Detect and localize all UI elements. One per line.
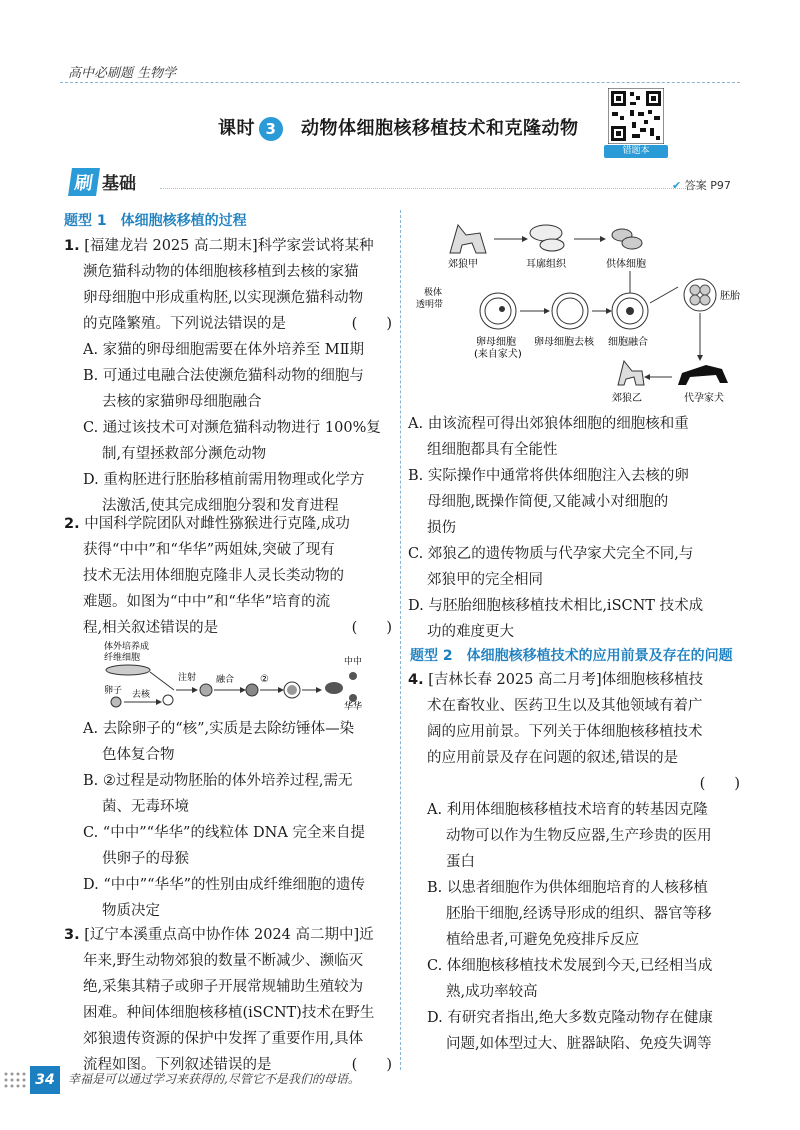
question-text: 郊狼遗传资源的保护中发挥了重要作用,具体: [83, 1031, 364, 1047]
embryo-icon: [684, 279, 716, 311]
reconstructed-cell: [200, 684, 212, 696]
type-2-label: 题型 2: [410, 648, 453, 664]
qr-code-icon[interactable]: [608, 88, 664, 144]
monkey-hh-icon: [349, 694, 357, 702]
zona-label: 透明带: [416, 300, 444, 310]
inject-path: [150, 672, 174, 690]
ear-tissue-label: 耳廓组织: [526, 259, 566, 270]
question-3: [64, 922, 392, 1078]
option-b-cont: 去核的家猫卵母细胞融合: [102, 394, 262, 410]
lesson-prefix: 课时: [218, 118, 255, 139]
ear-tissue-icon: [530, 225, 562, 241]
question-number: 4.: [408, 672, 424, 688]
option-d[interactable]: D. 有研究者指出,绝大多数克隆动物存在健康: [427, 1010, 713, 1026]
question-type-1-heading: [64, 210, 247, 230]
option-c-cont: 供卵子的母猴: [102, 851, 189, 867]
arrowhead-4: [278, 687, 284, 693]
fibroblast-label: 体外培养成: [104, 642, 150, 652]
option-c-cont: 制,有望拯救部分濒危动物: [102, 446, 267, 462]
question-3-options: [408, 411, 740, 645]
option-b-cont: 植给患者,可避免免疫排斥反应: [446, 932, 640, 948]
brush-badge: 刷: [68, 168, 100, 196]
option-d-cont: 功的难度更大: [427, 624, 514, 640]
page-number: 34: [30, 1066, 60, 1094]
answer-ref-text: 答案 P97: [684, 179, 731, 192]
option-c-cont: 郊狼甲的完全相同: [427, 572, 543, 588]
question-text: 难题。如图为“中中”和“华华”培育的流: [83, 594, 331, 610]
embryo-cell: [700, 295, 710, 305]
zhongzhong-label: 中中: [344, 657, 363, 667]
donor-cell-label: 供体细胞: [606, 259, 646, 270]
oocyte-label: 卵母细胞: [476, 337, 516, 348]
coyote-b-label: 郊狼乙: [612, 393, 642, 404]
arrowhead-coyote-b: [644, 374, 650, 380]
question-text: 技术无法用体细胞克隆非人灵长类动物的: [83, 568, 344, 584]
enucleation-label: 卵母细胞去核: [534, 337, 594, 348]
option-c-cont: 熟,成功率较高: [446, 984, 538, 1000]
enucleated-oocyte: [163, 695, 173, 705]
oocyte-inner: [485, 298, 511, 324]
option-b-cont: 母细胞,既操作简便,又能减小对细胞的: [427, 494, 669, 510]
surrogate-label: 代孕家犬: [684, 393, 724, 404]
lesson-title: [218, 114, 579, 141]
fuse-label: 融合: [216, 675, 235, 685]
check-icon: ✔: [672, 179, 682, 192]
section-heading: [70, 168, 136, 196]
option-b[interactable]: B. ②过程是动物胚胎的体外培养过程,需无: [83, 773, 353, 789]
question-number: 2.: [64, 516, 80, 532]
question-text: [辽宁本溪重点高中协作体 2024 高二期中]近: [84, 927, 374, 943]
donor-cell-icon-2: [622, 237, 642, 249]
option-c[interactable]: C. “中中”“华华”的线粒体 DNA 完全来自提: [83, 825, 365, 841]
running-header: 高中必刷题 生物学: [68, 66, 177, 81]
question-text: 濒危猫科动物的体细胞核移植到去核的家猫: [83, 264, 359, 280]
option-b[interactable]: B. 可通过电融合法使濒危猫科动物的细胞与: [83, 368, 364, 384]
option-d-cont: 法激活,使其完成细胞分裂和发育进程: [102, 498, 339, 514]
arrowhead-mid-2: [606, 308, 612, 314]
question-text: 年来,野生动物郊狼的数量不断减少、濒临灭: [83, 953, 364, 969]
surrogate-dog-icon: [678, 365, 728, 385]
question-text: 的克隆繁殖。下列说法错误的是: [83, 316, 286, 332]
lesson-title-text: 动物体细胞核移植技术和克隆动物: [301, 118, 579, 139]
type-1-label: 题型 1: [64, 213, 107, 229]
option-a[interactable]: A. 家猫的卵母细胞需要在体外培养至 MⅡ期: [83, 342, 364, 358]
fused-nucleus: [626, 307, 634, 315]
embryo-cell: [690, 285, 700, 295]
option-b-cont: 胚胎干细胞,经诱导形成的组织、器官等移: [446, 906, 712, 922]
question-text: [福建龙岩 2025 高二期末]科学家尝试将某种: [84, 238, 374, 254]
option-c[interactable]: C. 体细胞核移植技术发展到今天,已经相当成: [427, 958, 713, 974]
inject-label: 注射: [178, 673, 197, 683]
option-c[interactable]: C. 郊狼乙的遗传物质与代孕家犬完全不同,与: [408, 546, 694, 562]
question-4: [408, 667, 740, 1057]
fusion-label: 细胞融合: [608, 337, 648, 348]
header-rule: [60, 82, 740, 83]
arrow-to-embryo: [650, 287, 678, 303]
option-a-cont: 蛋白: [446, 854, 475, 870]
footer-motto: 幸福是可以通过学习来获得的,尽管它不是我们的母语。: [68, 1072, 360, 1086]
question-text: 获得“中中”和“华华”两姐妹,突破了现有: [83, 542, 335, 558]
coyote-a-label: 郊狼甲: [448, 259, 478, 270]
arrowhead-top-1: [522, 236, 528, 242]
oocyte-nucleus: [499, 306, 505, 312]
section-label: 基础: [102, 174, 136, 194]
answer-blank[interactable]: ( ): [351, 620, 392, 636]
question-text: 绝,采集其精子或卵子开展常规辅助生殖较为: [83, 979, 364, 995]
answer-reference[interactable]: [672, 177, 731, 193]
embryo-inner: [287, 685, 297, 695]
question-1: [64, 233, 392, 519]
arrowhead-2: [192, 687, 198, 693]
question-text: 流程如图。下列叙述错误的是: [83, 1057, 272, 1073]
qr-caption: 错题本: [604, 145, 668, 158]
arrowhead-5: [316, 687, 322, 693]
question-text: 程,相关叙述错误的是: [83, 620, 219, 636]
oocyte-label: 卵子: [104, 686, 123, 696]
arrowhead-surrogate: [697, 355, 703, 361]
embryo-label: 胚胎: [720, 291, 740, 302]
option-a[interactable]: A. 利用体细胞核移植技术培育的转基因克隆: [427, 802, 708, 818]
answer-blank[interactable]: ( ): [351, 1057, 392, 1073]
culture-dish: [106, 665, 150, 675]
ear-tissue-icon-2: [540, 239, 564, 251]
option-d-cont: 问题,如体型过大、脏器缺陷、免疫失调等: [446, 1036, 712, 1052]
option-d[interactable]: D. “中中”“华华”的性别由成纤维细胞的遗传: [83, 877, 365, 893]
embryo-cell: [690, 295, 700, 305]
question-text: [吉林长春 2025 高二月考]体细胞核移植技: [428, 672, 704, 688]
question-text: 卵母细胞中形成重构胚,以实现濒危猫科动物: [83, 290, 364, 306]
option-a[interactable]: A. 去除卵子的“核”,实质是去除纺锤体—染: [83, 721, 355, 737]
option-b-cont: 损伤: [427, 520, 456, 536]
coyote-a-icon: [450, 225, 486, 253]
oocyte-cell: [111, 697, 121, 707]
option-a[interactable]: A. 由该流程可得出郊狼体细胞的细胞核和重: [408, 416, 689, 432]
type-1-title: 体细胞核移植的过程: [120, 213, 247, 229]
monkey-zz-icon: [349, 672, 357, 680]
question-text: 困难。种间体细胞核移植(iSCNT)技术在野生: [83, 1005, 375, 1021]
fused-cell: [246, 684, 258, 696]
question-type-2-heading: [410, 645, 733, 665]
option-d-cont: 物质决定: [102, 903, 160, 919]
option-d[interactable]: D. 重构胚进行胚胎移植前需用物理或化学方: [83, 472, 365, 488]
column-divider: [400, 210, 401, 1070]
cloning-flow-diagram: [100, 640, 370, 710]
option-b-cont: 菌、无毒环境: [102, 799, 189, 815]
coyote-b-icon: [618, 361, 644, 385]
question-2: [64, 511, 392, 641]
polar-body-label: 极体: [424, 288, 443, 298]
monkey-icon: [325, 682, 343, 694]
option-a-cont: 色体复合物: [102, 747, 175, 763]
question-text: 中国科学院团队对雌性猕猴进行克隆,成功: [84, 516, 350, 532]
question-text: 术在畜牧业、医药卫生以及其他领域有着广: [427, 698, 703, 714]
arrowhead-3: [240, 687, 246, 693]
section-rule: [160, 188, 700, 189]
arrowhead-mid-1: [544, 308, 550, 314]
enucleate-label: 去核: [132, 690, 151, 700]
answer-blank[interactable]: ( ): [351, 316, 392, 332]
lesson-number-badge: 3: [259, 117, 283, 141]
question-2-options: [64, 716, 392, 924]
huahua-label: 华华: [344, 702, 363, 710]
question-text: 阔的应用前景。下列关于体细胞核移植技术: [427, 724, 703, 740]
arrowhead-1: [156, 699, 162, 705]
iscnt-flow-diagram: [410, 205, 740, 405]
option-c[interactable]: C. 通过该技术可对濒危猫科动物进行 100%复: [83, 420, 381, 436]
question-text: 的应用前景及存在问题的叙述,错误的是: [427, 750, 679, 766]
enucleated-inner: [557, 298, 583, 324]
embryo-cell: [700, 285, 710, 295]
question-number: 3.: [64, 927, 80, 943]
option-a-cont: 组细胞都具有全能性: [427, 442, 558, 458]
question-number: 1.: [64, 238, 80, 254]
step-2-label: ②: [260, 674, 269, 685]
arrowhead-top-2: [600, 236, 606, 242]
option-b[interactable]: B. 以患者细胞作为供体细胞培育的人核移植: [427, 880, 708, 896]
option-b[interactable]: B. 实际操作中通常将供体细胞注入去核的卵: [408, 468, 689, 484]
type-2-title: 体细胞核移植技术的应用前景及存在的问题: [466, 648, 733, 664]
answer-blank[interactable]: ( ): [699, 776, 740, 792]
footer-dots-decoration: [2, 1070, 30, 1090]
option-a-cont: 动物可以作为生物反应器,生产珍贵的医用: [446, 828, 712, 844]
oocyte-source-label: (来自家犬): [474, 349, 522, 360]
option-d[interactable]: D. 与胚胎细胞核移植技术相比,iSCNT 技术成: [408, 598, 704, 614]
fibroblast-label-2: 纤维细胞: [104, 653, 141, 663]
